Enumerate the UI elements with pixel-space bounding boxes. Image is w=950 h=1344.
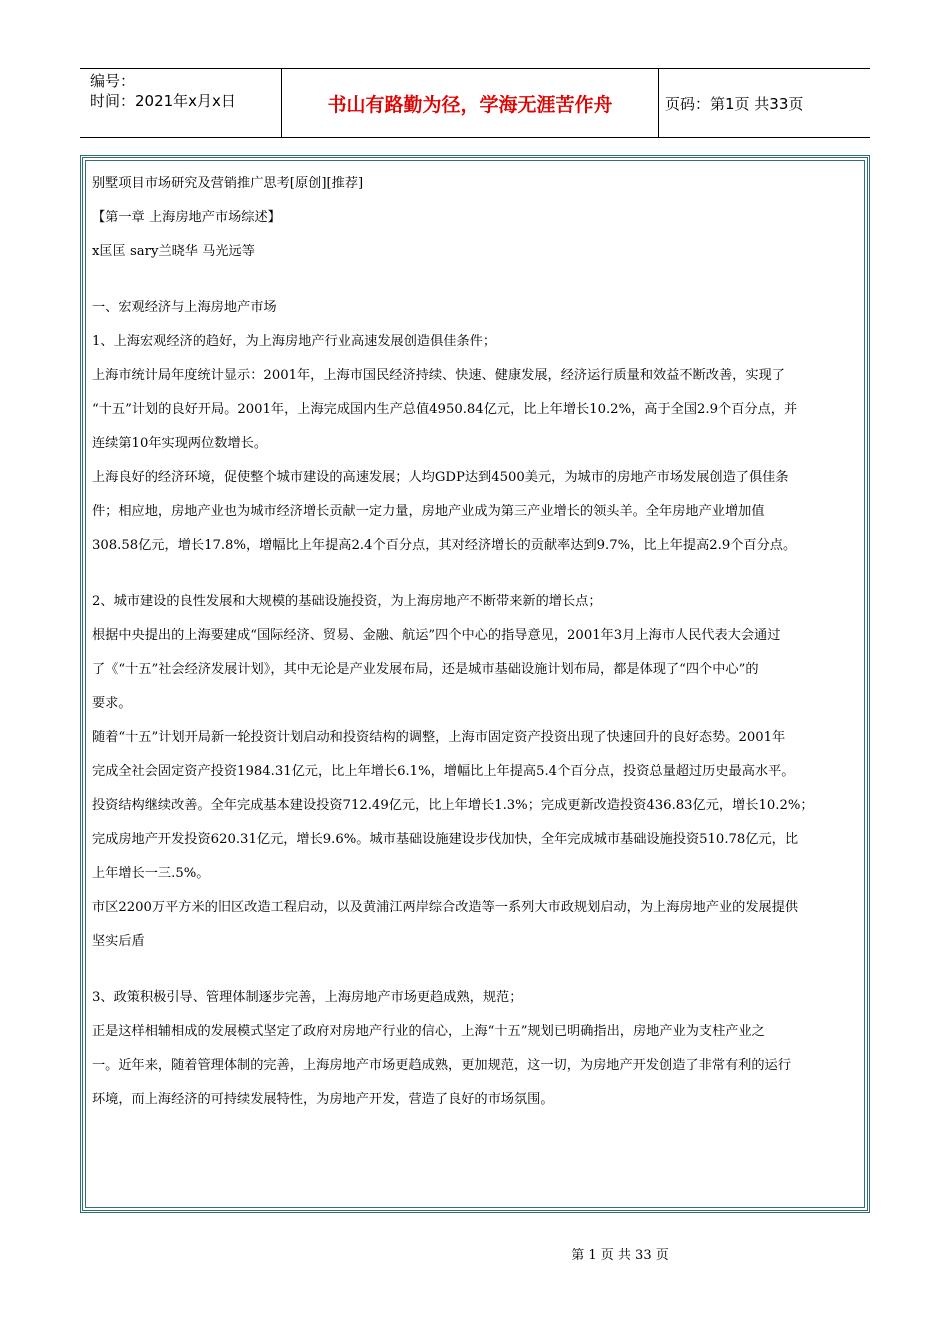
body-line: 正是这样相辅相成的发展模式坚定了政府对房地产行业的信心，上海“十五”规划已明确指出，房地产业为支柱产业之 [92,1024,765,1039]
date-line: 时间：2021年x月x日 [90,92,236,110]
number-label: 编号： [90,72,136,90]
point-heading-3: 3、政策积极引导、管理体制逐步完善，上海房地产市场更趋成熟，规范； [92,990,523,1005]
section-heading: 一、宏观经济与上海房地产市场 [92,300,277,315]
authors-line: x匡匡 sary兰晓华 马光远等 [92,244,255,259]
header-page-info: 页码：第1页 共33页 [665,94,804,113]
spacer [92,269,862,291]
point-heading-2: 2、城市建设的良性发展和大规模的基础设施投资，为上海房地产不断带来新的增长点； [92,594,602,609]
body-line: 环境，而上海经济的可持续发展特性，为房地产开发，营造了良好的市场氛围。 [92,1092,554,1107]
spacer [92,563,862,585]
body-line: 件；相应地，房地产业也为城市经济增长贡献一定力量，房地产业成为第三产业增长的领头羊。全年房地产业增加值 [92,504,765,519]
body-line: 随着“十五”计划开局新一轮投资计划启动和投资结构的调整，上海市固定资产投资出现了快速回升的良好态势。2001年 [92,730,786,745]
chapter-heading: 【第一章 上海房地产市场综述】 [92,210,281,225]
header-motto: 书山有路勤为径，学海无涯苦作舟 [282,69,659,137]
body-line: 要求。 [92,696,132,711]
page-footer: 第 1 页 共 33 页 [571,1248,669,1263]
body-line: 市区2200万平方米的旧区改造工程启动，以及黄浦江两岸综合改造等一系列大市政规划启动，为上海房地产业的发展提供 [92,900,799,915]
document-title: 别墅项目市场研究及营销推广思考[原创][推荐] [92,176,364,191]
body-line: 308.58亿元，增长17.8%，增幅比上年提高2.4个百分点，其对经济增长的贡献率达到9.7%，比上年提高2.9个百分点。 [92,538,797,553]
body-line: 上海良好的经济环境，促使整个城市建设的高速发展；人均GDP达到4500美元，为城市的房地产市场发展创造了俱佳条 [92,470,789,485]
body-line: 了《“十五”社会经济发展计划》，其中无论是产业发展布局，还是城市基础设施计划布局，都是体现了“四个中心”的 [92,662,759,677]
body-line: 完成房地产开发投资620.31亿元，增长9.6%。城市基础设施建设步伐加快，全年完成城市基础设施投资510.78亿元，比 [92,832,799,847]
body-line: “十五”计划的良好开局。2001年，上海完成国内生产总值4950.84亿元，比上年增长10.2%，高于全国2.9个百分点，并 [92,402,798,417]
body-line: 上年增长一三.5%。 [92,866,210,881]
spacer [92,959,862,981]
point-heading-1: 1、上海宏观经济的趋好，为上海房地产行业高速发展创造俱佳条件； [92,334,497,349]
body-line: 完成全社会固定资产投资1984.31亿元，比上年增长6.1%，增幅比上年提高5.4个百分点，投资总量超过历史最高水平。 [92,764,795,779]
document-body [92,167,862,1117]
content-frame-inner [85,160,865,1208]
body-line: 一。近年来，随着管理体制的完善，上海房地产市场更趋成熟，更加规范，这一切，为房地产开发创造了非常有利的运行 [92,1058,791,1073]
header-meta [80,69,282,137]
body-line: 上海市统计局年度统计显示：2001年，上海市国民经济持续、快速、健康发展，经济运行质量和效益不断改善，实现了 [92,368,785,383]
body-line: 连续第10年实现两位数增长。 [92,436,268,451]
content-frame [80,155,870,1213]
page-header [80,68,870,138]
body-line: 坚实后盾 [92,934,145,949]
body-line: 投资结构继续改善。全年完成基本建设投资712.49亿元，比上年增长1.3%；完成更新改造投资436.83亿元，增长10.2%； [92,798,814,813]
body-line: 根据中央提出的上海要建成“国际经济、贸易、金融、航运”四个中心的指导意见，2001年3月上海市人民代表大会通过 [92,628,781,643]
